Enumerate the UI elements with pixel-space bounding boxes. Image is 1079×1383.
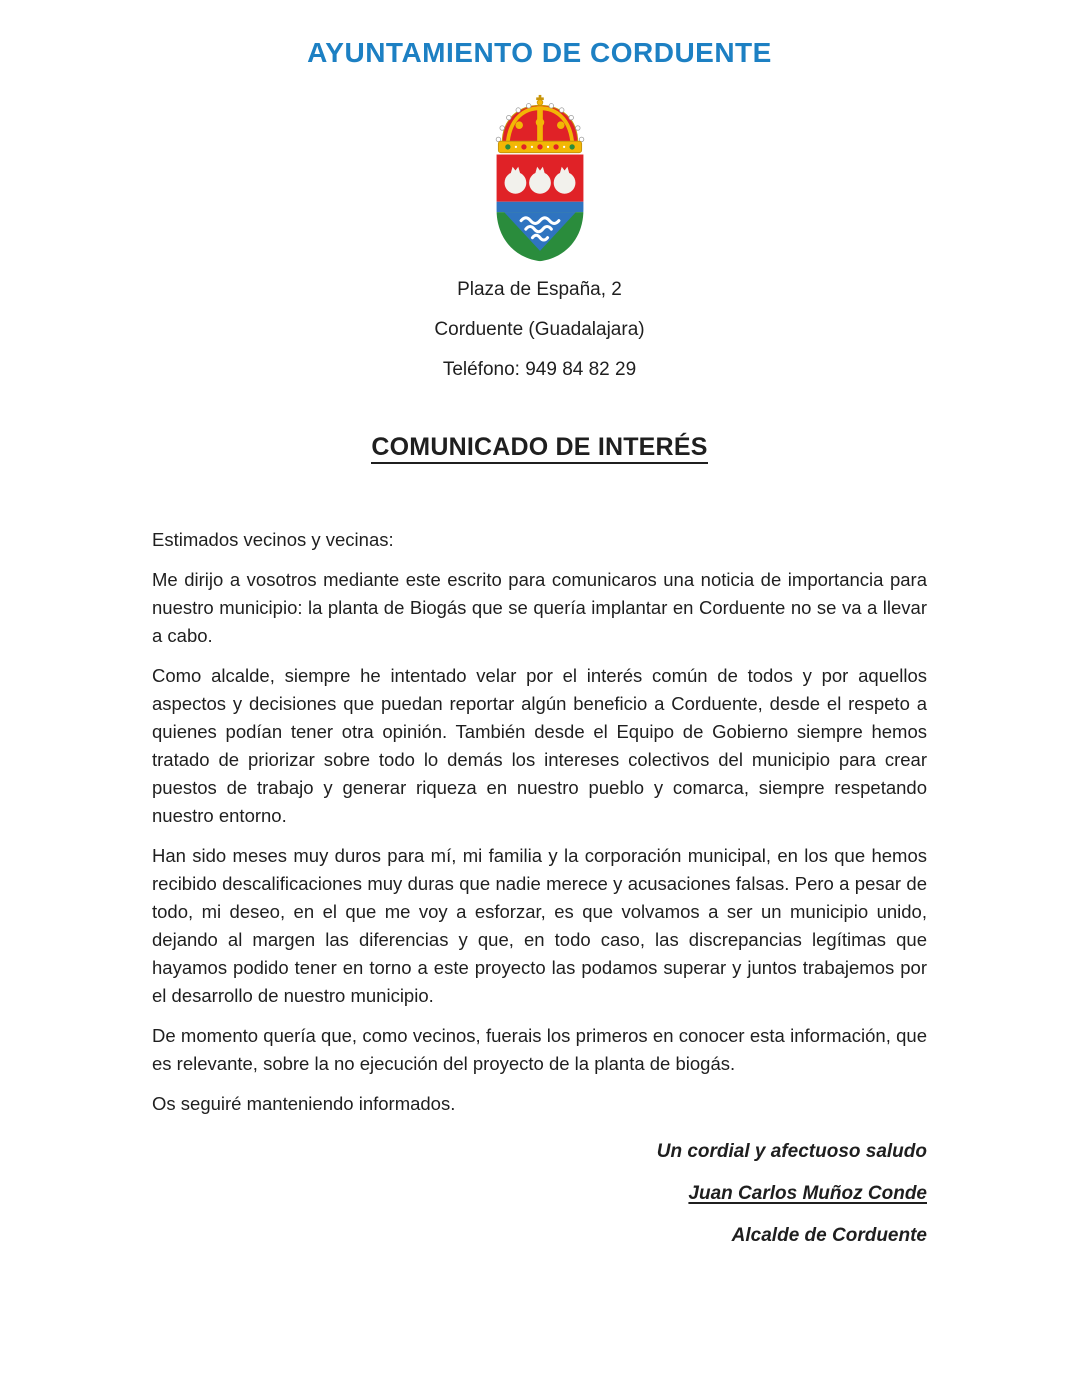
body-paragraphs [152, 566, 927, 1118]
document-page [0, 34, 1079, 1383]
signature-name: Juan Carlos Muñoz Conde [688, 1183, 927, 1204]
communique-heading: COMUNICADO DE INTERÉS [371, 434, 707, 464]
body-paragraph: De momento quería que, como vecinos, fuerais los primeros en conocer esta información, que es relevante, sobre la no ejecución del proyecto de la planta de biogás. [152, 1025, 927, 1074]
letter-body [152, 526, 927, 1118]
coat-of-arms-icon [483, 94, 597, 266]
address-line-1: Plaza de España, 2 [457, 279, 622, 300]
body-paragraph: Me dirijo a vosotros mediante este escrito para comunicaros una noticia de importancia para nuestro municipio: la planta de Biogás que se quería implantar en Corduente no se va a llevar a cabo. [152, 569, 927, 646]
corduente-crest-icon [483, 94, 597, 266]
address-line-2: Corduente (Guadalajara) [434, 319, 645, 340]
closing-salute: Un cordial y afectuoso saludo [656, 1141, 927, 1162]
body-paragraph: Como alcalde, siempre he intentado velar por el interés común de todos y por aquellos aspectos y decisiones que puedan reportar algún beneficio a Corduente, desde el respeto a quienes podían tener otra opinión. También desde el Equipo de Gobierno siempre hemos tratado de priorizar sobre todo lo demás los intereses colectivos del municipio para crear puestos de trabajo y generar riqueza en nuestro pueblo y comarca, siempre respetando nuestro entorno. [152, 665, 927, 826]
shield-icon [496, 154, 583, 263]
crown-icon [496, 95, 584, 153]
salutation: Estimados vecinos y vecinas: [152, 529, 394, 550]
address-block [152, 280, 927, 380]
signature-role: Alcalde de Corduente [731, 1225, 927, 1246]
body-paragraph: Han sido meses muy duros para mí, mi familia y la corporación municipal, en los que hemos recibido descalificaciones muy duras que nadie merece y acusaciones falsas. Pero a pesar de todo, mi deseo, en el que me voy a esforzar, es que volvamos a ser un municipio unido, dejando al margen las diferencias y que, en todo caso, las discrepancias legítimas que hayamos podido tener en torno a este proyecto las podamos superar y juntos trabajemos por el desarrollo de nuestro municipio. [152, 845, 927, 1006]
pomegranates [504, 167, 575, 194]
communique-heading-row [152, 434, 927, 464]
body-paragraph: Os seguiré manteniendo informados. [152, 1093, 456, 1114]
page-title: AYUNTAMIENTO DE CORDUENTE [307, 37, 772, 68]
closing-block [152, 1138, 927, 1250]
address-line-3: Teléfono: 949 84 82 29 [442, 359, 637, 380]
